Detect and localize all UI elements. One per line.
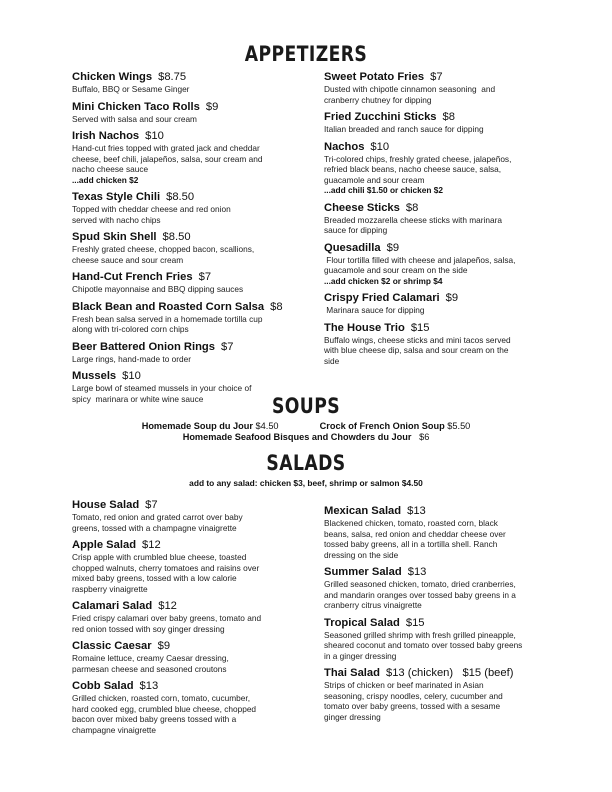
item-description: Romaine lettuce, creamy Caesar dressing,	[72, 653, 229, 663]
item-price: $15	[405, 616, 425, 629]
item-description: Tri-colored chips, freshly grated cheese, jalapeños,	[324, 153, 512, 164]
item-price: $8	[270, 300, 283, 313]
item-description: Fried crispy calamari over baby greens, tomato and	[72, 613, 262, 623]
item-title: Cheese Sticks	[324, 201, 400, 214]
soups-line-1	[0, 421, 612, 432]
item-description: and mandarin oranges over tossed baby greens in a	[324, 589, 516, 600]
menu-item	[72, 539, 317, 594]
item-title: Hand-Cut French Fries	[72, 271, 193, 283]
item-name	[324, 242, 574, 255]
item-title: Nachos	[324, 140, 365, 153]
item-price: $7	[145, 499, 158, 511]
menu-item	[72, 341, 317, 365]
item-description: champagne vinaigrette	[72, 724, 156, 735]
item-price: $10	[145, 130, 164, 142]
item-price: $8	[442, 111, 455, 123]
item-name	[324, 71, 574, 84]
item-name	[72, 101, 317, 114]
item-price: $9	[386, 241, 400, 254]
item-name	[72, 640, 317, 653]
item-name	[72, 539, 317, 552]
item-add-on: ...add chili $1.50 or chicken $2	[324, 185, 443, 195]
item-description: Hand-cut fries topped with grated jack and cheddar	[72, 143, 260, 153]
menu-item	[72, 71, 317, 95]
menu-item	[324, 566, 574, 611]
salads-left-column	[72, 499, 317, 741]
menu-item	[324, 667, 574, 722]
item-description: guacamole and sour cream on the side	[324, 265, 468, 275]
item-description: nacho cheese sauce	[72, 164, 149, 174]
item-description: cheese, beef chili, jalapeños, salsa, sour cream and	[72, 153, 263, 164]
item-description: Chipotle mayonnaise and BBQ dipping sauces	[72, 284, 244, 294]
item-price: $9	[205, 100, 219, 113]
item-description: with blue cheese dip, salsa and sour cream on the	[324, 345, 509, 355]
item-description: Fresh bean salsa served in a homemade tortilla cup	[72, 313, 263, 324]
item-description: Buffalo, BBQ or Sesame Ginger	[72, 84, 190, 94]
soup-name: Homemade Seafood Bisques and Chowders du Jour	[182, 432, 412, 442]
item-title: Tropical Salad	[324, 616, 400, 629]
item-name	[72, 680, 317, 693]
item-title: The House Trio	[324, 321, 405, 334]
menu-item	[324, 202, 574, 236]
item-title: Crispy Fried Calamari	[324, 292, 440, 304]
menu-item	[324, 141, 574, 196]
appetizers-right-column	[324, 71, 574, 372]
item-title: Thai Salad	[324, 667, 380, 679]
item-description: seasoning, crispy noodles, celery, cucumber and	[324, 690, 503, 701]
item-description: cranberry citrus vinaigrette	[324, 600, 422, 610]
item-description: Tomato, red onion and grated carrot over baby	[72, 512, 243, 522]
soups-heading: SOUPS	[271, 394, 341, 418]
item-description: sheared coconut and tomato over tossed baby greens	[324, 640, 523, 650]
item-description: parmesan cheese and seasoned croutons	[72, 663, 227, 674]
item-description: Marinara sauce for dipping	[324, 305, 425, 315]
item-description: red onion tossed with soy ginger dressing	[72, 623, 225, 634]
menu-item	[324, 617, 574, 662]
item-name	[324, 292, 574, 305]
menu-item	[72, 301, 317, 335]
item-description: Freshly grated cheese, chopped bacon, scallions,	[72, 244, 255, 254]
item-name	[72, 499, 317, 512]
soup-price: $5.50	[447, 421, 471, 431]
item-description: Seasoned grilled shrimp with fresh grilled pineapple,	[324, 629, 516, 640]
item-title: Chicken Wings	[72, 71, 153, 83]
item-description: Grilled seasoned chicken, tomato, dried cranberries,	[324, 579, 516, 589]
item-description: cranberry chutney for dipping	[324, 94, 432, 105]
salads-heading: SALADS	[266, 451, 346, 475]
soups-line-2	[0, 432, 612, 443]
item-price: $9	[157, 640, 171, 652]
item-title: Apple Salad	[72, 539, 137, 551]
appetizers-heading: APPETIZERS	[244, 42, 368, 66]
item-price: $10	[370, 140, 390, 153]
item-title: Beer Battered Onion Rings	[72, 340, 215, 353]
item-description: Topped with cheddar cheese and red onion	[72, 204, 231, 214]
item-description: sauce for dipping	[324, 225, 388, 235]
item-title: Classic Caesar	[72, 640, 152, 652]
item-name	[324, 667, 574, 680]
item-description: Dusted with chipotle cinnamon seasoning and	[324, 84, 496, 94]
item-description: mixed baby greens, tossed with a low calorie	[72, 573, 237, 583]
menu-item	[72, 680, 317, 735]
item-title: Mexican Salad	[324, 505, 402, 517]
menu-item	[324, 71, 574, 105]
item-description: Buffalo wings, cheese sticks and mini tacos served	[324, 334, 511, 345]
item-description: spicy marinara or white wine sauce	[72, 393, 204, 404]
menu-item	[72, 640, 317, 674]
salads-add-on-note: add to any salad: chicken $3, beef, shrimp or salmon $4.50	[189, 478, 423, 488]
item-description: in a ginger dressing	[324, 650, 397, 661]
item-price: $13	[407, 505, 426, 517]
menu-item	[72, 271, 317, 295]
item-title: Summer Salad	[324, 566, 402, 578]
item-name	[72, 301, 317, 314]
menu-item	[72, 101, 317, 125]
item-description: Italian breaded and ranch sauce for dipping	[324, 124, 484, 134]
item-name	[72, 231, 317, 244]
item-price: $8.75	[158, 71, 187, 83]
item-description: greens, tossed with a champagne vinaigrette	[72, 522, 237, 533]
item-description: along with tri-colored corn chips	[72, 324, 189, 334]
item-name	[324, 505, 574, 518]
item-description: Large rings, hand-made to order	[72, 353, 191, 364]
salads-right-column	[324, 505, 574, 728]
item-title: Quesadilla	[324, 241, 381, 254]
item-name	[72, 341, 317, 354]
menu-item	[324, 322, 574, 367]
item-price: $8	[405, 201, 419, 214]
item-description: tomato over baby greens, tossed with a sesame	[324, 701, 501, 711]
item-description: ginger dressing	[324, 711, 381, 722]
item-name	[72, 71, 317, 84]
item-name	[72, 191, 317, 204]
item-price: $9	[445, 292, 459, 304]
item-price: $13	[407, 566, 427, 578]
item-price: $12	[158, 600, 177, 612]
menu-item	[324, 292, 574, 316]
item-title: Irish Nachos	[72, 130, 140, 142]
item-add-on: ...add chicken $2	[72, 174, 139, 185]
item-title: House Salad	[72, 499, 140, 511]
item-name	[324, 111, 574, 124]
item-price: $7	[430, 71, 443, 83]
menu-item	[324, 242, 574, 287]
item-description: chopped walnuts, cherry tomatoes and raisins over	[72, 562, 260, 573]
item-title: Texas Style Chili	[72, 191, 161, 203]
item-description: Crisp apple with crumbled blue cheese, toasted	[72, 552, 247, 562]
item-description: Grilled chicken, roasted corn, tomato, cucumber,	[72, 693, 251, 703]
item-name	[324, 617, 574, 630]
item-description: Flour tortilla filled with cheese and jalapeños, salsa,	[324, 254, 516, 265]
item-description: bacon over mixed baby greens tossed with a	[72, 714, 237, 724]
item-price: $15	[410, 321, 430, 334]
item-price: $13	[139, 680, 159, 692]
item-price: $12	[142, 539, 161, 551]
item-title: Mini Chicken Taco Rolls	[72, 100, 200, 113]
item-description: cheese sauce and sour cream	[72, 254, 184, 265]
item-description: Large bowl of steamed mussels in your choice of	[72, 383, 252, 393]
item-description: side	[324, 355, 340, 366]
item-price: $7	[198, 271, 212, 283]
item-title: Cobb Salad	[72, 680, 134, 692]
item-description: Blackened chicken, tomato, roasted corn, black	[324, 518, 498, 528]
item-description: refried black beans, nacho cheese sauce, salsa,	[324, 164, 502, 174]
item-add-on: ...add chicken $2 or shrimp $4	[324, 275, 443, 286]
item-description: raspberry vinaigrette	[72, 583, 148, 594]
menu-item	[72, 600, 317, 634]
item-name	[324, 141, 574, 154]
item-description: Served with salsa and sour cream	[72, 113, 197, 124]
item-name	[72, 370, 317, 383]
item-description: Breaded mozzarella cheese sticks with marinara	[324, 214, 502, 225]
item-description: served with nacho chips	[72, 214, 161, 225]
item-price: $8.50	[162, 231, 191, 243]
soup-name: Homemade Soup du Jour	[141, 421, 253, 431]
menu-item	[72, 499, 317, 533]
item-title: Fried Zucchini Sticks	[324, 111, 437, 123]
soup-price: $4.50	[255, 421, 279, 431]
menu-item	[324, 505, 574, 560]
item-title: Spud Skin Shell	[72, 231, 157, 243]
item-name	[72, 600, 317, 613]
item-description: tossed baby greens, all in a tortilla shell. Ranch	[324, 539, 498, 549]
menu-item	[72, 191, 317, 225]
item-title: Sweet Potato Fries	[324, 71, 425, 83]
item-name	[324, 202, 574, 215]
menu-item	[324, 111, 574, 135]
menu-item	[72, 231, 317, 265]
item-description: Strips of chicken or beef marinated in Asian	[324, 680, 484, 690]
item-price: $13 (chicken) $15 (beef)	[385, 667, 514, 679]
item-price: $10	[122, 370, 141, 382]
item-name	[324, 322, 574, 335]
item-title: Mussels	[72, 370, 117, 382]
menu-item	[72, 130, 317, 185]
item-description: hard cooked egg, crumbled blue cheese, chopped	[72, 703, 257, 714]
item-description: dressing on the side	[324, 549, 399, 560]
item-name	[324, 566, 574, 579]
item-name	[72, 130, 317, 143]
item-title: Black Bean and Roasted Corn Salsa	[72, 300, 265, 313]
item-description: beans, salsa, red onion and cheddar cheese over	[324, 528, 506, 539]
item-price: $8.50	[166, 191, 195, 203]
item-title: Calamari Salad	[72, 600, 153, 612]
item-price: $7	[220, 340, 234, 353]
item-name	[72, 271, 317, 284]
soup-name: Crock of French Onion Soup	[319, 421, 445, 431]
item-description: guacamole and sour cream	[324, 174, 425, 185]
soup-price: $6	[419, 432, 430, 442]
appetizers-left-column	[72, 71, 317, 410]
